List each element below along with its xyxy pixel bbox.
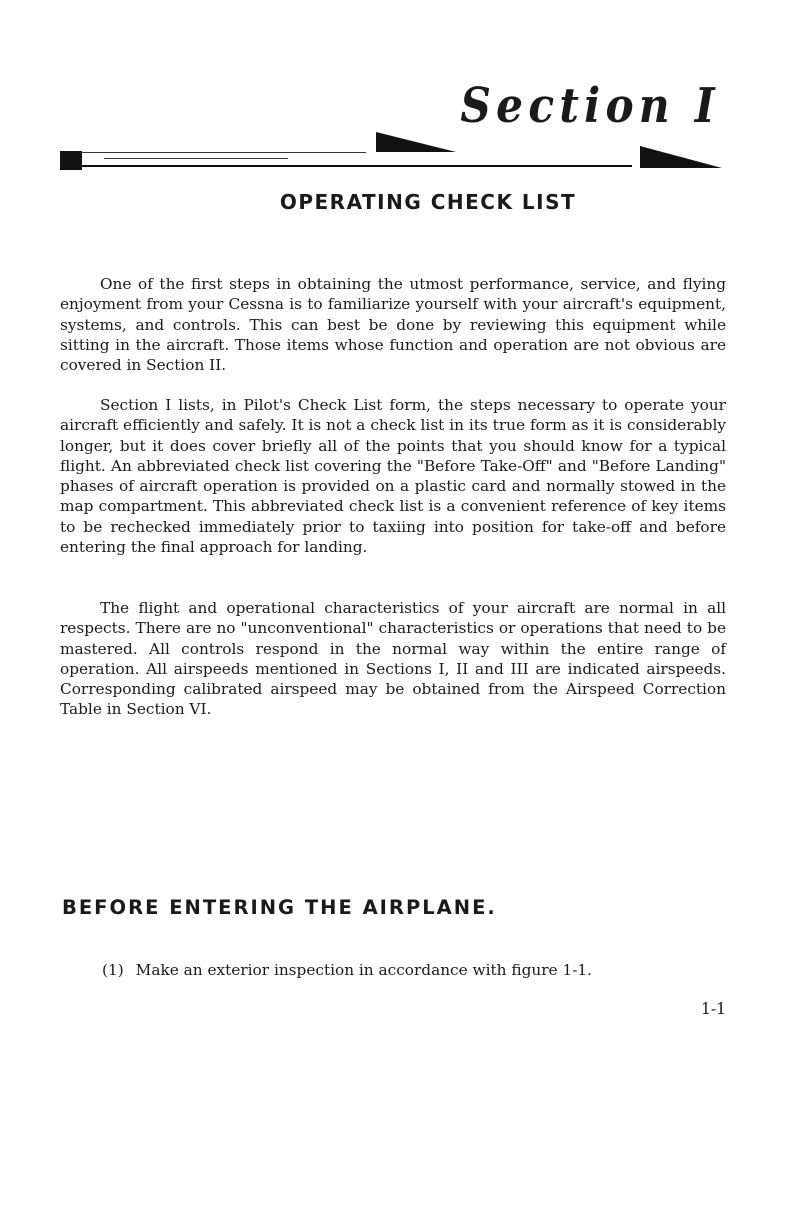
header-arrow-2 bbox=[640, 146, 722, 168]
header-rule-long-line bbox=[82, 165, 632, 167]
section-title: Section I bbox=[460, 78, 720, 134]
page-number: 1-1 bbox=[701, 1000, 726, 1018]
intro-paragraph-1 bbox=[60, 274, 726, 375]
intro-paragraph-1-text: One of the first steps in obtaining the utmost performance, service, and flying enjoyment from your Cessna is to familiarize yourself with your aircraft's equipment, systems, and controls. This can best be done by reviewing this equipment while sitting in the aircraft. Those items whose function and operation are not obvious are covered in Section II. bbox=[60, 275, 726, 375]
header-rule-short-line bbox=[104, 158, 288, 159]
checklist-step-text: Make an exterior inspection in accordance with figure 1-1. bbox=[135, 961, 592, 979]
intro-paragraph-3 bbox=[60, 598, 726, 720]
before-entering-heading: BEFORE ENTERING THE AIRPLANE. bbox=[62, 896, 497, 919]
intro-paragraph-2-text: Section I lists, in Pilot's Check List form, the steps necessary to operate your aircraft efficiently and safely. It is not a check list in its true form as it is considerably longer, but it does cover briefly all of the points that you should know for a typical flight. An abbreviated check list covering the "Before Take-Off" and "Before Landing" phases of aircraft operation is provided on a plastic card and normally stowed in the map compartment. This abbreviated check list is a convenient reference of key items to be rechecked immediately prior to taxiing into position for take-off and before entering the final approach for landing. bbox=[60, 396, 726, 557]
header-arrow-1 bbox=[376, 132, 456, 152]
header-rule-block bbox=[60, 151, 82, 170]
checklist-step-number: (1) bbox=[102, 961, 124, 979]
checklist-step bbox=[102, 961, 592, 979]
intro-paragraph-3-text: The flight and operational characteristics of your aircraft are normal in all respects. There are no "unconventional" characteristics or operations that need to be mastered. All controls respond in the normal way within the entire range of operation. All airspeeds mentioned in Sections I, II and III are indicated airspeeds. Corresponding calibrated airspeed may be obtained from the Airspeed Correction Table in Section VI. bbox=[60, 599, 726, 719]
intro-paragraph-2 bbox=[60, 395, 726, 557]
operating-check-list-title: OPERATING CHECK LIST bbox=[279, 190, 577, 214]
header-rule-thin-line bbox=[82, 152, 366, 153]
